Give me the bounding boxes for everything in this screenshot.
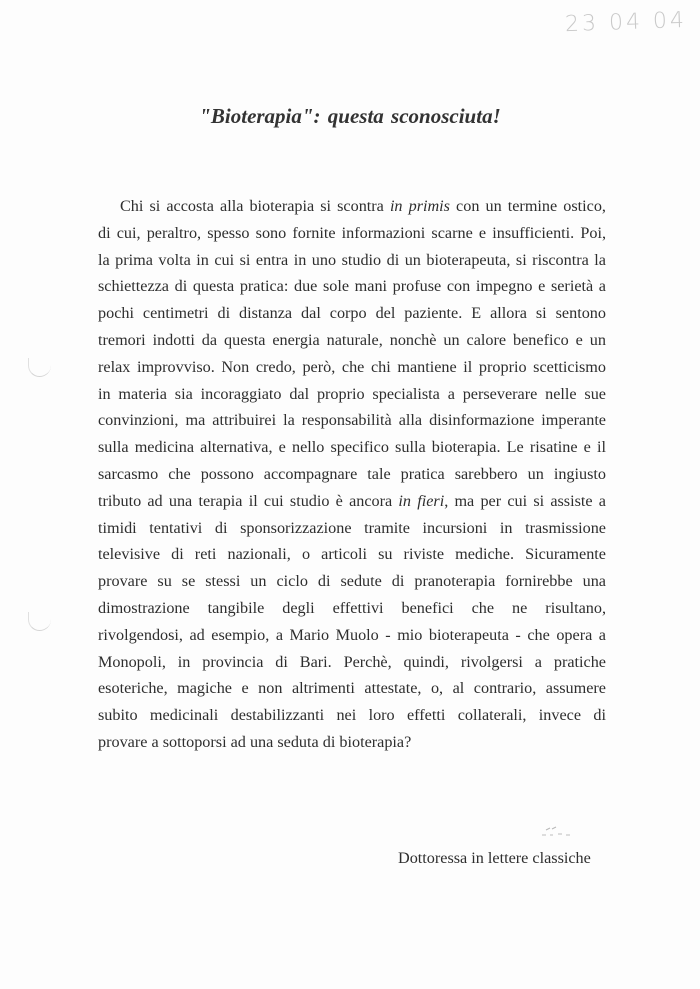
text-segment: Monopoli, in provincia di Bari. Perchè, quindi, rivolgersi a pratiche <box>98 652 606 671</box>
handwritten-date: 23 04 04 <box>564 7 688 38</box>
text-line <box>98 434 606 461</box>
signature-scribble <box>540 824 580 838</box>
punch-hole-mark <box>28 612 51 631</box>
text-line <box>98 461 606 488</box>
text-segment: di cui, peraltro, spesso sono fornite informazioni scarne e insufficienti. Poi, <box>98 223 606 242</box>
text-line <box>98 595 606 622</box>
text-segment: tributo ad una terapia il cui studio è ancora <box>98 491 399 510</box>
italic-phrase: in fieri <box>398 491 445 510</box>
text-segment: schiettezza di questa pratica: due sole mani profuse con impegno e serietà a <box>98 277 606 296</box>
text-line <box>98 354 606 381</box>
text-segment: sarcasmo che possono accompagnare tale pratica sarebbero un ingiusto <box>98 464 606 483</box>
text-segment: dimostrazione tangibile degli effettivi benefici che ne risultano, <box>98 598 606 617</box>
text-line <box>98 407 606 434</box>
text-segment: provare a sottoporsi ad una seduta di bioterapia? <box>98 732 412 751</box>
text-segment: provare su se stessi un ciclo di sedute di pranoterapia fornirebbe una <box>98 572 606 591</box>
text-segment: la prima volta in cui si entra in uno studio di un bioterapeuta, si riscontra la <box>98 250 606 269</box>
text-segment: timidi tentativi di sponsorizzazione tramite incursioni in trasmissione <box>98 518 606 537</box>
text-segment: tremori indotti da questa energia naturale, nonchè un calore benefico e un <box>98 330 606 349</box>
text-line <box>98 515 606 542</box>
text-line <box>98 622 606 649</box>
text-line <box>98 273 606 300</box>
text-segment: in materia sia incoraggiato dal proprio specialista a perseverare nelle sue <box>98 384 606 403</box>
text-segment: sulla medicina alternativa, e nello specifico sulla bioterapia. Le risatine e il <box>98 438 606 457</box>
text-line <box>98 220 606 247</box>
text-line <box>98 649 606 676</box>
text-segment: pochi centimetri di distanza dal corpo del paziente. E allora si sentono <box>98 304 606 323</box>
document-title: "Bioterapia": questa sconosciuta! <box>199 104 501 128</box>
text-segment: subito medicinali destabilizzanti nei loro effetti collaterali, invece di <box>98 706 606 725</box>
text-segment: convinzioni, ma attribuirei la responsabilità alla disinformazione imperante <box>98 411 606 430</box>
text-line <box>98 488 606 515</box>
text-line <box>98 675 606 702</box>
text-line <box>98 702 606 729</box>
author-signature: Dottoressa in lettere classiche <box>398 849 591 867</box>
text-line <box>98 381 606 408</box>
text-segment: con un termine ostico, <box>449 197 606 215</box>
italic-phrase: in primis <box>389 197 450 215</box>
text-segment: Chi si accosta alla bioterapia si scontra <box>120 197 390 215</box>
text-segment: relax improvviso. Non credo, però, che chi mantiene il proprio scetticismo <box>98 357 606 376</box>
text-segment: esoteriche, magiche e non altrimenti attestate, o, al contrario, assumere <box>98 679 606 698</box>
text-line <box>98 568 606 595</box>
text-segment: , ma per cui si assiste a <box>444 491 606 510</box>
text-line <box>98 300 606 327</box>
article-paragraph <box>98 193 606 756</box>
text-line <box>98 327 606 354</box>
text-line <box>98 247 606 274</box>
text-line <box>98 729 606 756</box>
punch-hole-mark <box>28 358 51 377</box>
text-line <box>98 193 606 220</box>
text-segment: televisive di reti nazionali, o articoli su riviste mediche. Sicuramente <box>98 545 606 564</box>
text-segment: rivolgendosi, ad esempio, a Mario Muolo - mio bioterapeuta - che opera a <box>98 625 606 644</box>
text-line <box>98 541 606 568</box>
